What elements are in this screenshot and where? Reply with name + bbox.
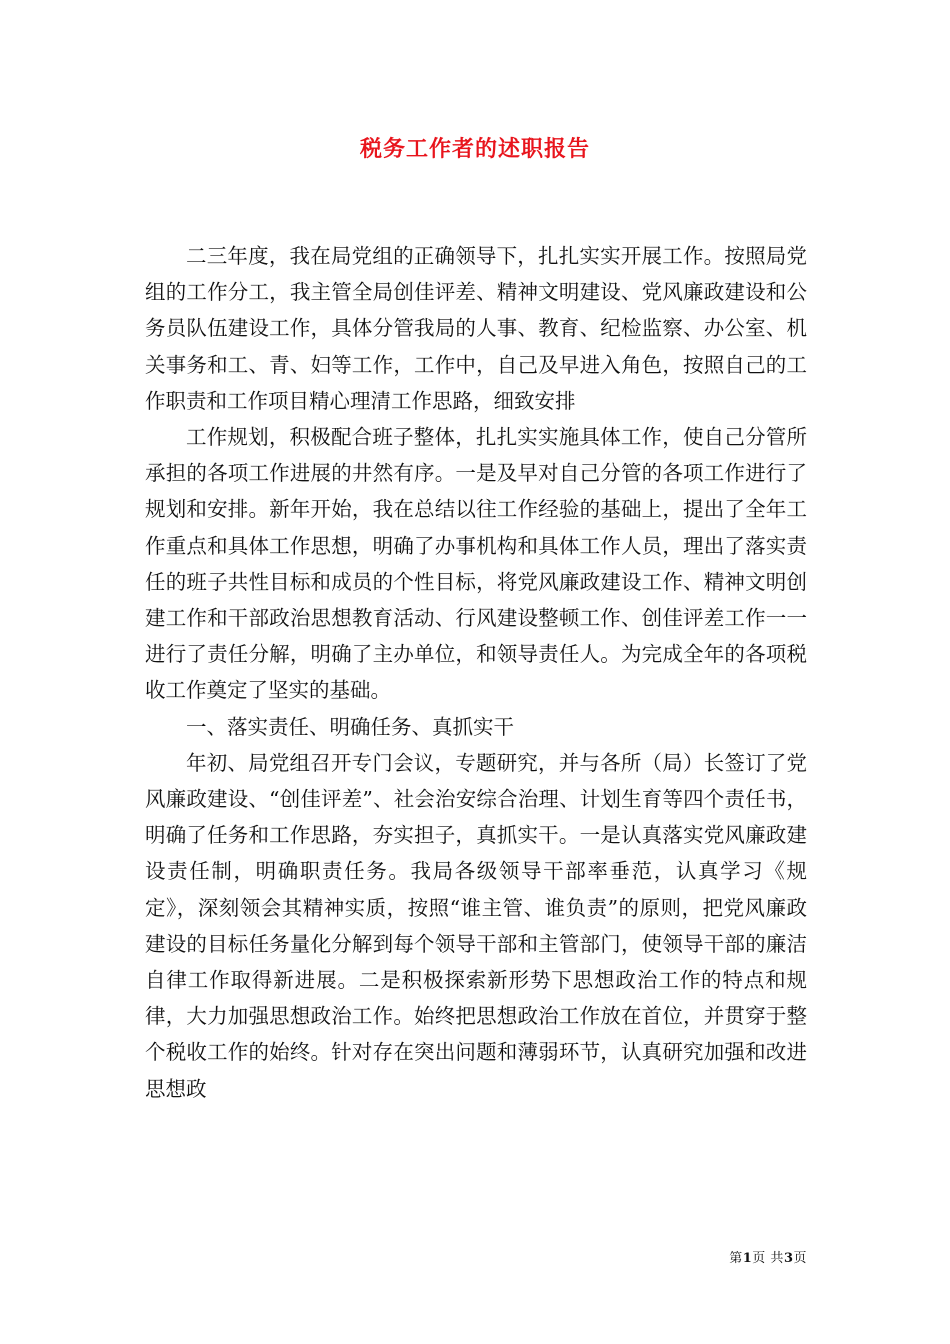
paragraph-1: 二三年度，我在局党组的正确领导下，扎扎实实开展工作。按照局党组的工作分工，我主管全局创佳评差、精神文明建设、党风廉政建设和公务员队伍建设工作，具体分管我局的人事、教育、纪检监察、办公室、机关事务和工、青、妇等工作，工作中，自己及早进入角色，按照自己的工作职责和工作项目精心理清工作思路，细致安排 [145, 244, 807, 413]
footer-middle: 页 共 [752, 1251, 784, 1266]
section-heading-1: 一、落实责任、明确任务、真抓实干 [186, 714, 514, 739]
paragraph-3: 年初、局党组召开专门会议，专题研究，并与各所（局）长签订了党风廉政建设、“创佳评差”、社会治安综合治理、计划生育等四个责任书，明确了任务和工作思路，夯实担子，真抓实干。一是认真落实党风廉政建设责任制，明确职责任务。我局各级领导干部率垂范，认真学习《规定》，深刻领会其精神实质，按照“谁主管、谁负责”的原则，把党风廉政建设的目标任务量化分解到每个领导干部和主管部门，使领导干部的廉洁自律工作取得新进展。二是积极探索新形势下思想政治工作的特点和规律，大力加强思想政治工作。始终把思想政治工作放在首位，并贯穿于整个税收工作的始终。针对存在突出问题和薄弱环节，认真研究加强和改进思想政 [145, 750, 807, 1101]
document-title: 税务工作者的述职报告 [359, 136, 590, 162]
paragraph-2: 工作规划，积极配合班子整体，扎扎实实施具体工作，使自己分管所承担的各项工作进展的井然有序。一是及早对自己分管的各项工作进行了规划和安排。新年开始，我在总结以往工作经验的基础上，提出了全年工作重点和具体工作思想，明确了办事机构和具体工作人员，理出了落实责任的班子共性目标和成员的个性目标，将党风廉政建设工作、精神文明创建工作和干部政治思想教育活动、行风建设整顿工作、创佳评差工作一一进行了责任分解，明确了主办单位，和领导责任人。为完成全年的各项税收工作奠定了坚实的基础。 [145, 425, 807, 703]
document-body [145, 238, 807, 1107]
footer-current-page: 1 [742, 1251, 753, 1266]
footer-suffix: 页 [793, 1251, 807, 1266]
page-number-footer [729, 1247, 807, 1266]
footer-prefix: 第 [729, 1251, 743, 1266]
footer-total-pages: 3 [783, 1251, 794, 1266]
